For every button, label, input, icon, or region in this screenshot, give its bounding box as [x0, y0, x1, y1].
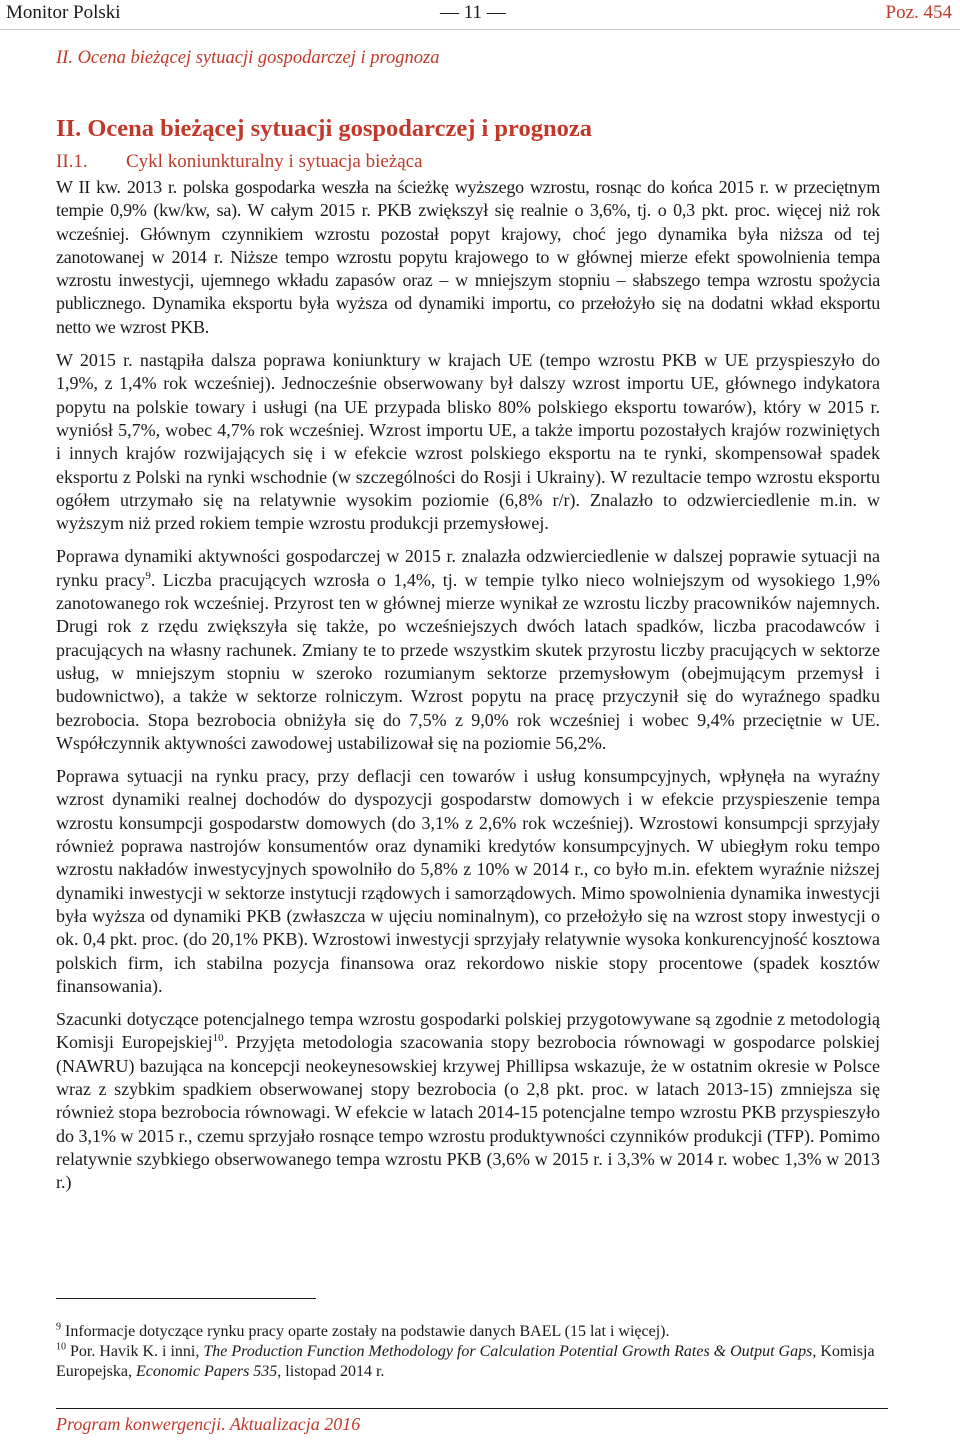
paragraph-3-start: Poprawa dynamiki aktywności gospodarczej w 2015 r. znalazła odzwierciedlenie w dalszej poprawie sytuacji na rynku pracy [56, 546, 880, 590]
header-publication: Monitor Polski [6, 2, 121, 23]
paragraph-4: Poprawa sytuacji na rynku pracy, przy deflacji cen towarów i usług konsumpcyjnych, wpłynęła na wyraźny wzrost dynamiki realnej dochodów do dyspozycji gospodarstw domowych i w efekcie przyspieszenie tempa wzrostu konsumpcji gospodarstw domowych (do 3,1% z 2,6% rok wcześniej). Wzrostowi konsumpcji sprzyjały również poprawa nastrojów konsumentów oraz dynamiki kredytów konsumpcyjnych. W ubiegłym roku tempo wzrostu nakładów inwestycyjnych spowolniło do 5,8% z 10% w 2014 r., co było m.in. efektem wyraźnie niższej dynamiki inwestycji w sektorze instytucji rządowych i samorządowych. Mimo spowolnienia dynamika inwestycji była wyższa od dynamiki PKB (zwłaszcza w ujęciu nominalnym), co przełożyło się na wzrost stopy inwestycji o ok. 0,4 pkt. proc. (do 20,1% PKB). Wzrostowi inwestycji sprzyjały relatywnie wysoka konkurencyjność kosztowa polskich firm, ich stabilna pozycja finansowa oraz rekordowo niskie stopy procentowe (spadek kosztów finansowania). [56, 766, 881, 996]
header-divider [0, 29, 960, 30]
paragraph-3 [56, 545, 880, 755]
running-head: II. Ocena bieżącej sytuacji gospodarczej i prognoza [56, 48, 440, 68]
footnote-10-series: Economic Papers 535 [135, 1363, 278, 1380]
footnote-divider [56, 1298, 316, 1299]
subsection-heading [56, 151, 423, 173]
paragraph-3-rest: . Liczba pracujących wzrosła o 1,4%, tj. w tempie tylko nieco wolniejszym od wysokiego 1,9% zanotowanego rok wcześniej. Przyrost ten w głównej mierze wynikał ze wzrostu liczby pracowników najemnych. Drugi rok z rzędu zwiększyła się także, po wcześniejszych dwóch latach spadków, liczba pracodawców i pracujących na własny rachunek. Zmiany te to przede wszystkim skutek przyrostu liczby pracujących w sektorze usług, w mniejszym stopniu w szeroko rozumianym sektorze przemysłowym (obejmującym przemysł i budownictwo), a także w sektorze rolniczym. Wzrost popytu na pracę przyczynił się do wyraźnego spadku bezrobocia. Stopa bezrobocia obniżyła się do 7,5% z 9,0% rok wcześniej i wobec 9,4% przeciętnie w UE. Współczynnik aktywności zawodowej ustabilizował się na poziomie 56,2%. [56, 569, 880, 753]
body-text [56, 176, 880, 1204]
footnote-ref-10: 10 [212, 1032, 224, 1045]
page-number: — 11 — [440, 2, 506, 23]
paragraph-5 [56, 1008, 880, 1194]
footnote-10-date: , listopad 2014 r. [277, 1363, 385, 1380]
footnote-9 [56, 1322, 896, 1342]
footnote-10-authors: Por. Havik K. i inni, [70, 1343, 204, 1360]
footnote-9-number: 9 [56, 1321, 61, 1333]
footnote-10-number: 10 [56, 1341, 66, 1353]
subsection-title: Cykl koniunkturalny i sytuacja bieżąca [126, 151, 423, 172]
section-title: II. Ocena bieżącej sytuacji gospodarczej i prognoza [56, 115, 592, 142]
footnotes [56, 1322, 896, 1382]
paragraph-1: W II kw. 2013 r. polska gospodarka weszła na ścieżkę wyższego wzrostu, rosnąc do końca 2015 r. w przeciętnym tempie 0,9% (kw/kw, sa). W całym 2015 r. PKB zwiększył się realnie o 3,6%, tj. o 0,3 pkt. proc. więcej niż rok wcześniej. Głównym czynnikiem wzrostu pozostał popyt krajowy, choć jego dynamika była niższa od tej zanotowanej w 2014 r. Niższe tempo wzrostu popytu krajowego to w głównej mierze efekt spowolnienia tempa wzrostu inwestycji, ujemnego wkładu zapasów oraz – w mniejszym stopniu – słabszego tempa wzrostu spożycia publicznego. Dynamika eksportu była wyższa od dynamiki importu, co przełożyło się na dodatni wkład eksportu netto we wzrost PKB. [56, 177, 880, 337]
paragraph-5-rest: . Przyjęta metodologia szacowania stopy bezrobocia równowagi w gospodarce polskiej (NAWRU) bazująca na koncepcji neokeynesowskiej krzywej Phillipsa wskazuje, że w ostatnim okresie w Polsce wraz z szybkim spadkiem obserwowanej stopy bezrobocia (o 2,8 pkt. proc. w latach 2013-15) zmniejsza się również stopa bezrobocia równowagi. W efekcie w latach 2014-15 potencjalne tempo wzrostu PKB przyspieszyło do 3,1% w 2015 r., czemu sprzyjało rosnące tempo wzrostu produktywności czynników produkcji (TFP). Pomimo relatywnie szybkiego obserwowanego tempa wzrostu PKB (3,6% w 2015 r. i 3,3% w 2014 r. wobec 1,3% w 2013 r.) [56, 1032, 881, 1193]
footer-divider [56, 1408, 888, 1409]
footer-title: Program konwergencji. Aktualizacja 2016 [56, 1414, 361, 1434]
subsection-number: II.1. [56, 151, 88, 172]
paragraph-2: W 2015 r. nastąpiła dalsza poprawa koniunktury w krajach UE (tempo wzrostu PKB w UE przyspieszyło do 1,9%, z 1,4% rok wcześniej). Jednocześnie obserwowany był dalszy wzrost importu UE, głównego indykatora popytu na polskie towary i usługi (na UE przypada blisko 80% polskiego eksportu towarów), który w 2015 r. wyniósł 5,7%, wobec 4,7% rok wcześniej. Wzrost importu UE, a także importu pozostałych krajów rozwiniętych i innych krajów rozwijających się i w efekcie wzrost polskiego eksportu na te rynki, skompensował spadek eksportu z Polski na rynki wschodnie (w szczególności do Rosji i Ukrainy). W rezultacie tempo wzrostu eksportu ogółem utrzymało się na relatywnie wysokim poziomie (6,8% r/r). Znalazło to odzwierciedlenie m.in. w wyższym niż przed rokiem tempie wzrostu produkcji przemysłowej. [56, 350, 880, 534]
footnote-ref-9: 9 [145, 569, 151, 582]
footnote-10-title: The Production Function Methodology for Calculation Potential Growth Rates & Output Gaps [203, 1343, 813, 1360]
position-number: Poz. 454 [885, 2, 952, 23]
footnote-10-publisher: , Komisja Europejska, [56, 1343, 875, 1380]
footnote-9-text: Informacje dotyczące rynku pracy oparte zostały na podstawie danych BAEL (15 lat i więcej). [65, 1323, 670, 1340]
footnote-10 [56, 1342, 896, 1382]
paragraph-5-start: Szacunki dotyczące potencjalnego tempa wzrostu gospodarki polskiej przygotowywane są zgodnie z metodologią Komisji Europejskiej [56, 1009, 880, 1053]
